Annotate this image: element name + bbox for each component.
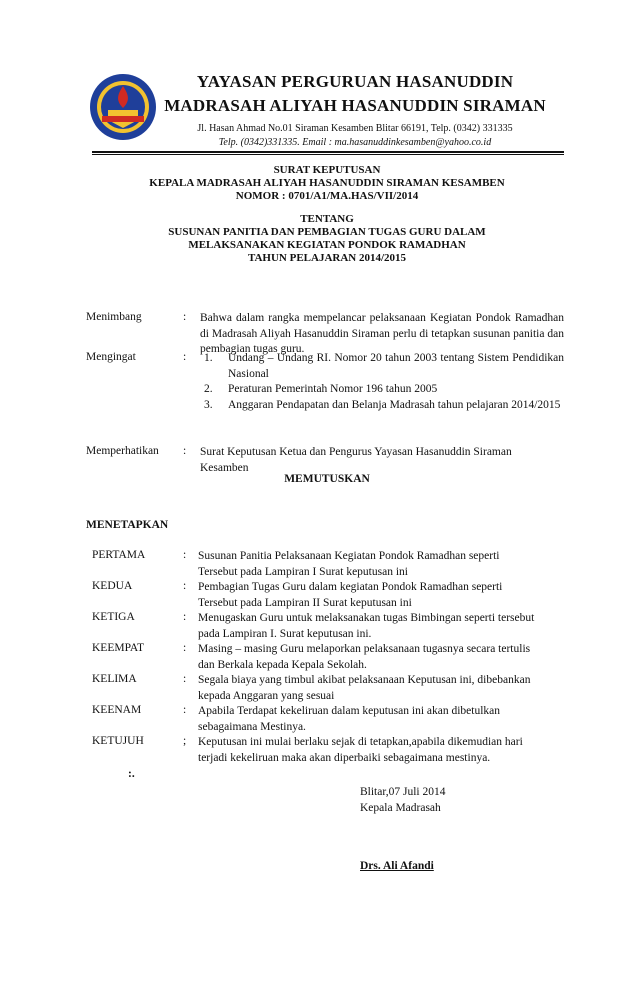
point-line: Susunan Panitia Pelaksanaan Kegiatan Pondok Ramadhan seperti [198,550,500,562]
menimbang-text: Bahwa dalam rangka mempelancar pelaksanaan Kegiatan Pondok Ramadhan di Madrasah Aliyah Hasanuddin Siraman perlu di tetapkan susunan panitia dan pembagian tugas guru. [200,312,564,355]
point-text-pertama [198,549,568,580]
title-number: NOMOR : 0701/A1/MA.HAS/VII/2014 [235,190,419,202]
point-text-keenam [198,704,568,735]
point-line: Menugaskan Guru untuk melaksanakan tugas Bimbingan seperti tersebut [198,612,535,624]
point-label-ketujuh: KETUJUH [92,735,144,747]
point-line: terjadi kekeliruan maka akan diperbaiki sebagaimana mestinya. [198,751,491,764]
memperhatikan-colon: : [183,445,187,457]
header-divider-thin [92,154,564,155]
point-label-keenam: KEENAM [92,704,142,716]
point-label-pertama: PERTAMA [92,549,146,561]
point-colon: : [183,611,187,623]
point-label-keempat: KEEMPAT [92,642,144,654]
memperhatikan-text: Surat Keputusan Ketua dan Pengurus Yayasan Hasanuddin Siraman Kesamben [200,446,512,474]
mengingat-colon: : [183,351,187,363]
school-contact: Telp. (0342)331335. Email : ma.hasanuddinkesamben@yahoo.co.id [218,137,492,148]
point-colon: : [183,673,187,685]
point-colon: : [183,642,187,654]
point-text-ketiga [198,611,568,642]
point-line: sebagaimana Mestinya. [198,720,306,733]
school-name: MADRASAH ALIYAH HASANUDDIN SIRAMAN [164,96,546,115]
list-item [200,398,564,414]
list-item-text: Peraturan Pemerintah Nomor 196 tahun 2005 [228,383,438,395]
foundation-name: YAYASAN PERGURUAN HASANUDDIN [196,72,514,91]
point-text-ketujuh [198,735,568,766]
mengingat-label: Mengingat [86,351,136,363]
point-line: dan Berkala kepada Kepala Sekolah. [198,658,367,671]
separator-dots: :. [128,768,135,780]
point-line: Masing – masing Guru melaporkan pelaksanaan tugasnya secara tertulis [198,643,531,655]
title-subject-1: SUSUNAN PANITIA DAN PEMBAGIAN TUGAS GURU DALAM [168,226,486,238]
title-issuer: KEPALA MADRASAH ALIYAH HASANUDDIN SIRAMAN KESAMBEN [149,177,505,189]
school-address: Jl. Hasan Ahmad No.01 Siraman Kesamben Blitar 66191, Telp. (0342) 331335 [197,123,513,134]
mengingat-list [200,351,564,413]
point-line: Segala biaya yang timbul akibat pelaksanaan Keputusan ini, dibebankan [198,674,531,686]
list-item-number: 2. [204,383,213,395]
list-item-text: Undang – Undang RI. Nomor 20 tahun 2003 tentang Sistem Pendidikan Nasional [228,352,564,380]
point-colon: : [183,549,187,561]
list-item [200,351,564,382]
title-tentang: TENTANG [300,213,354,225]
list-item-number: 1. [204,352,213,364]
point-line: Apabila Terdapat kekeliruan dalam keputusan ini akan dibetulkan [198,705,501,717]
point-label-kelima: KELIMA [92,673,137,685]
list-item [200,382,564,398]
point-label-kedua: KEDUA [92,580,133,592]
point-line: Keputusan ini mulai berlaku sejak di tetapkan,apabila dikemudian hari [198,736,523,748]
signature-position: Kepala Madrasah [360,802,441,814]
point-colon: : [183,704,187,716]
point-line: Tersebut pada Lampiran II Surat keputusan ini [198,596,412,609]
signatory-name: Drs. Ali Afandi [360,860,434,872]
point-label-ketiga: KETIGA [92,611,135,623]
title-surat-keputusan: SURAT KEPUTUSAN [273,164,381,176]
point-line: pada Lampiran I. Surat keputusan ini. [198,627,372,640]
list-item-text: Anggaran Pendapatan dan Belanja Madrasah tahun pelajaran 2014/2015 [228,398,561,411]
point-text-keempat [198,642,568,673]
point-line: kepada Anggaran yang sesuai [198,689,335,702]
point-text-kedua [198,580,568,611]
point-colon: ; [183,735,187,747]
title-academic-year: TAHUN PELAJARAN 2014/2015 [247,252,407,264]
list-item-number: 3. [204,398,213,411]
title-subject-2: MELAKSANAKAN KEGIATAN PONDOK RAMADHAN [188,239,466,251]
madrasah-logo [88,72,158,142]
point-colon: : [183,580,187,592]
menimbang-label: Menimbang [86,311,142,323]
point-text-kelima [198,673,568,704]
point-line: Tersebut pada Lampiran I Surat keputusan ini [198,565,408,578]
signature-place-date: Blitar,07 Juli 2014 [360,786,446,798]
memutuskan-heading: MEMUTUSKAN [284,473,370,485]
menimbang-colon: : [183,311,187,323]
header-divider-thick [92,151,564,153]
point-line: Pembagian Tugas Guru dalam kegiatan Pondok Ramadhan seperti [198,581,503,593]
menetapkan-heading: MENETAPKAN [86,519,169,531]
memperhatikan-label: Memperhatikan [86,445,159,457]
